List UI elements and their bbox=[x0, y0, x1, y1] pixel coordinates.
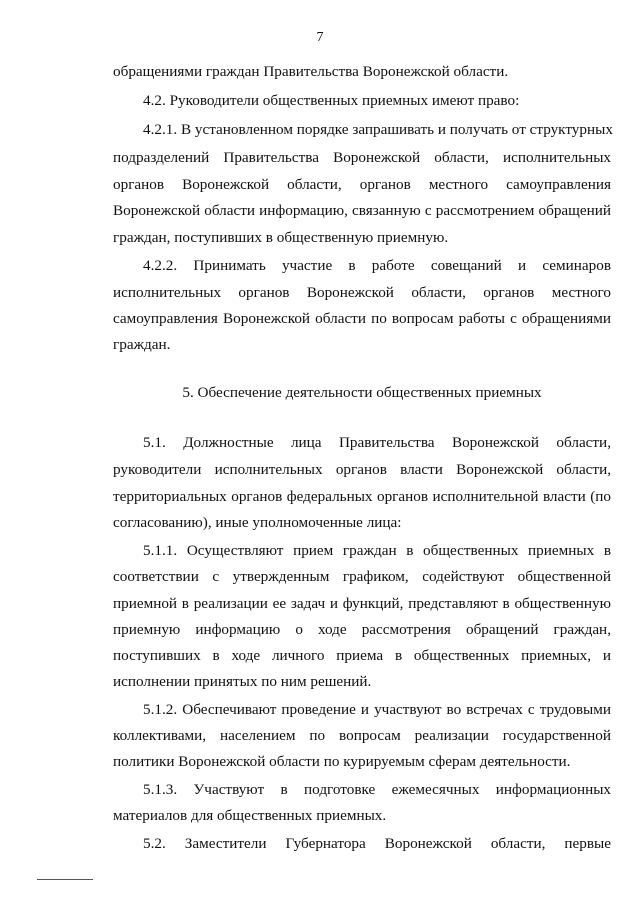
text-line: материалов для общественных приемных. bbox=[113, 807, 387, 824]
text-line: 5.1.1. Осуществляют прием граждан в общественных приемных в bbox=[143, 542, 611, 559]
text-line: соответствии с утвержденным графиком, содействуют общественной bbox=[113, 568, 611, 585]
text-line: 5.1. Должностные лица Правительства Воронежской области, bbox=[143, 434, 611, 451]
text-line: 4.2.2. Принимать участие в работе совещаний и семинаров bbox=[143, 257, 611, 274]
text-line: органов Воронежской области, органов местного самоуправления bbox=[113, 176, 611, 193]
text-line: 4.2.1. В установленном порядке запрашивать и получать от структурных bbox=[143, 121, 613, 138]
text-line: 5.1.2. Обеспечивают проведение и участвуют во встречах с трудовыми bbox=[143, 701, 611, 718]
page-number: 7 bbox=[316, 30, 324, 45]
text-line: политики Воронежской области по курируемым сферам деятельности. bbox=[113, 753, 571, 770]
text-line: руководители исполнительных органов власти Воронежской области, bbox=[113, 461, 611, 478]
text-line: Воронежской области информацию, связанную с рассмотрением обращений bbox=[113, 202, 611, 219]
text-line: 4.2. Руководители общественных приемных имеют право: bbox=[143, 92, 520, 109]
text-line: исполнительных органов Воронежской области, органов местного bbox=[113, 284, 611, 301]
section-heading: 5. Обеспечение деятельности общественных приемных bbox=[182, 384, 542, 401]
text-line: обращениями граждан Правительства Воронежской области. bbox=[113, 63, 509, 80]
footnote-divider bbox=[37, 879, 93, 880]
text-line: граждан, поступивших в общественную приемную. bbox=[113, 229, 449, 246]
text-line: приемную информацию о ходе рассмотрения обращений граждан, bbox=[113, 621, 611, 638]
text-line: 5.1.3. Участвуют в подготовке ежемесячных информационных bbox=[143, 781, 611, 798]
text-line: поступивших в ходе личного приема в общественных приемных, и bbox=[113, 647, 611, 664]
text-line: согласованию), иные уполномоченные лица: bbox=[113, 514, 402, 531]
text-line: коллективами, населением по вопросам реализации государственной bbox=[113, 727, 611, 744]
text-line: территориальных органов федеральных органов исполнительной власти (по bbox=[113, 488, 611, 505]
text-line: подразделений Правительства Воронежской области, исполнительных bbox=[113, 149, 611, 166]
text-line: 5.2. Заместители Губернатора Воронежской области, первые bbox=[143, 835, 611, 852]
text-line: граждан. bbox=[113, 336, 171, 353]
text-line: приемной в реализации ее задач и функций, представляют в общественную bbox=[113, 595, 611, 612]
text-line: самоуправления Воронежской области по вопросам работы с обращениями bbox=[113, 310, 611, 327]
text-line: исполнении принятых по ним решений. bbox=[113, 673, 372, 690]
